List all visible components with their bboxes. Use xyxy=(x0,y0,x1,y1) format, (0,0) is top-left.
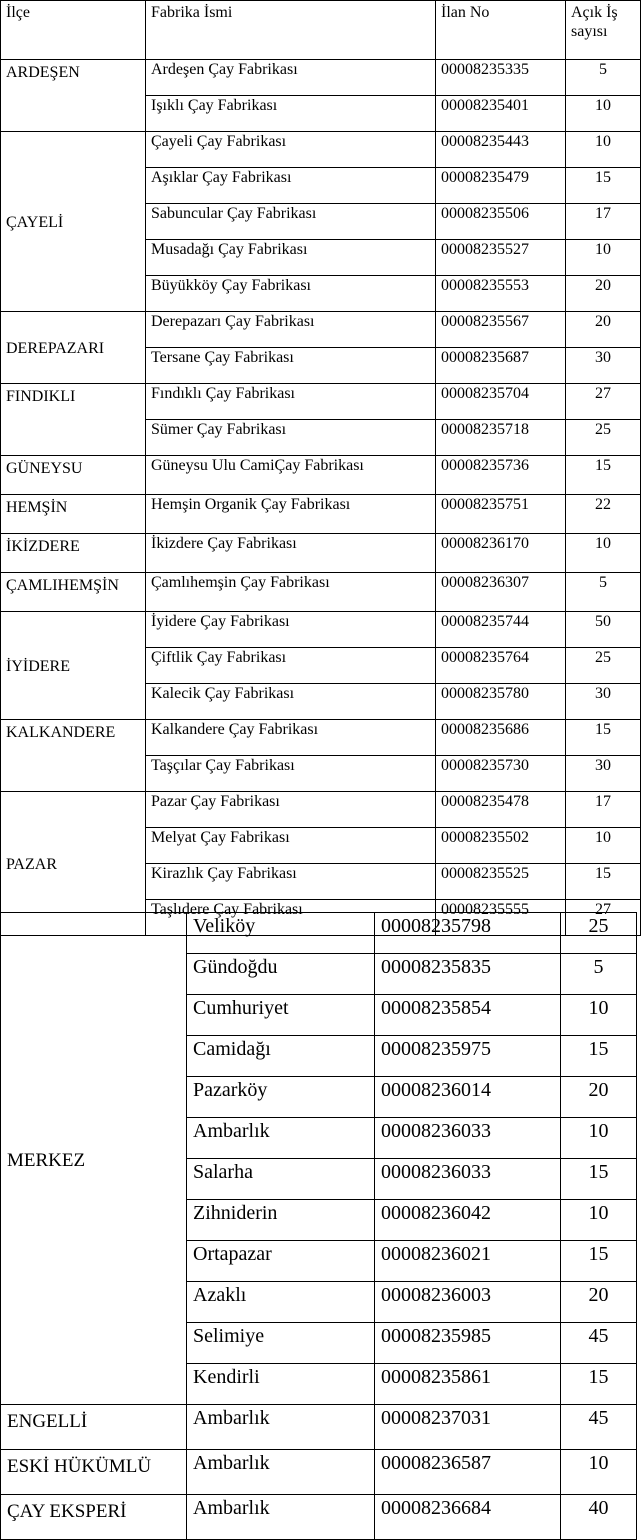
factory-name-cell: Ambarlık xyxy=(187,1118,375,1159)
factory-name-cell: Çiftlik Çay Fabrikası xyxy=(146,648,436,684)
table-row xyxy=(1,573,641,612)
factory-name-cell: Çamlıhemşin Çay Fabrikası xyxy=(146,573,436,612)
listing-number-cell: 00008235567 xyxy=(436,312,566,348)
open-jobs-cell: 15 xyxy=(561,1364,637,1405)
listing-number-cell: 00008235478 xyxy=(436,792,566,828)
factory-name-cell: Aşıklar Çay Fabrikası xyxy=(146,168,436,204)
factory-name-cell: Sabuncular Çay Fabrikası xyxy=(146,204,436,240)
open-jobs-cell: 15 xyxy=(566,456,641,495)
open-jobs-cell: 20 xyxy=(561,1077,637,1118)
district-cell: KALKANDERE xyxy=(1,720,146,792)
open-jobs-cell: 15 xyxy=(561,1159,637,1200)
factory-name-cell: Ambarlık xyxy=(187,1450,375,1495)
district-cell: ARDEŞEN xyxy=(1,60,146,132)
open-jobs-cell: 15 xyxy=(566,720,641,756)
listing-number-cell: 00008235744 xyxy=(436,612,566,648)
table-row xyxy=(1,913,637,954)
factory-name-cell: Pazarköy xyxy=(187,1077,375,1118)
open-jobs-cell: 27 xyxy=(566,900,641,936)
listing-number-cell: 00008235835 xyxy=(375,954,561,995)
factory-name-cell: İyidere Çay Fabrikası xyxy=(146,612,436,648)
table-row xyxy=(1,1405,637,1450)
listing-number-cell: 00008236003 xyxy=(375,1282,561,1323)
district-cell: HEMŞİN xyxy=(1,495,146,534)
open-jobs-cell: 15 xyxy=(561,1241,637,1282)
listing-number-cell: 00008235854 xyxy=(375,995,561,1036)
factory-name-cell: Derepazarı Çay Fabrikası xyxy=(146,312,436,348)
listing-number-cell: 00008235553 xyxy=(436,276,566,312)
listing-number-cell: 00008235686 xyxy=(436,720,566,756)
open-jobs-cell: 10 xyxy=(566,534,641,573)
table-row xyxy=(1,720,641,756)
open-jobs-cell: 30 xyxy=(566,348,641,384)
open-jobs-cell: 25 xyxy=(566,420,641,456)
listing-number-cell: 00008235525 xyxy=(436,864,566,900)
factory-name-cell: Tersane Çay Fabrikası xyxy=(146,348,436,384)
district-cell: İKİZDERE xyxy=(1,534,146,573)
header-ilan: İlan No xyxy=(436,1,566,60)
factory-name-cell: Hemşin Organik Çay Fabrikası xyxy=(146,495,436,534)
district-cell: ENGELLİ xyxy=(1,1405,187,1450)
factory-name-cell: Işıklı Çay Fabrikası xyxy=(146,96,436,132)
table-row xyxy=(1,1495,637,1540)
factory-name-cell: Fındıklı Çay Fabrikası xyxy=(146,384,436,420)
table-row xyxy=(1,456,641,495)
table-row xyxy=(1,612,641,648)
listing-number-cell: 00008235985 xyxy=(375,1323,561,1364)
district-cell: MERKEZ xyxy=(1,913,187,1405)
factory-name-cell: Sümer Çay Fabrikası xyxy=(146,420,436,456)
factory-name-cell: Pazar Çay Fabrikası xyxy=(146,792,436,828)
factory-name-cell: Ortapazar xyxy=(187,1241,375,1282)
open-jobs-cell: 40 xyxy=(561,1495,637,1540)
listing-number-cell: 00008235798 xyxy=(375,913,561,954)
factory-name-cell: Ambarlık xyxy=(187,1405,375,1450)
district-cell: ÇAY EKSPERİ xyxy=(1,1495,187,1540)
open-jobs-cell: 5 xyxy=(561,954,637,995)
factory-name-cell: Kalecik Çay Fabrikası xyxy=(146,684,436,720)
open-jobs-cell: 10 xyxy=(566,240,641,276)
open-jobs-cell: 5 xyxy=(566,573,641,612)
listing-number-cell: 00008235764 xyxy=(436,648,566,684)
listing-number-cell: 00008235506 xyxy=(436,204,566,240)
table-row xyxy=(1,792,641,828)
factory-name-cell: Zihniderin xyxy=(187,1200,375,1241)
table-row xyxy=(1,495,641,534)
factory-name-cell: Musadağı Çay Fabrikası xyxy=(146,240,436,276)
open-jobs-cell: 15 xyxy=(566,168,641,204)
listing-number-cell: 00008236033 xyxy=(375,1159,561,1200)
listing-number-cell: 00008235704 xyxy=(436,384,566,420)
open-jobs-cell: 10 xyxy=(561,995,637,1036)
factory-name-cell: Taşçılar Çay Fabrikası xyxy=(146,756,436,792)
listing-number-cell: 00008235502 xyxy=(436,828,566,864)
open-jobs-cell: 10 xyxy=(561,1200,637,1241)
open-jobs-cell: 17 xyxy=(566,792,641,828)
listing-number-cell: 00008235687 xyxy=(436,348,566,384)
header-ilce: İlçe xyxy=(1,1,146,60)
district-cell: İYİDERE xyxy=(1,612,146,720)
factory-name-cell: Kendirli xyxy=(187,1364,375,1405)
open-jobs-cell: 25 xyxy=(561,913,637,954)
open-jobs-cell: 10 xyxy=(561,1118,637,1159)
district-cell: ÇAMLIHEMŞİN xyxy=(1,573,146,612)
district-cell: DEREPAZARI xyxy=(1,312,146,384)
listing-number-cell: 00008235730 xyxy=(436,756,566,792)
open-jobs-cell: 30 xyxy=(566,756,641,792)
listing-number-cell: 00008235443 xyxy=(436,132,566,168)
listing-number-cell: 00008235780 xyxy=(436,684,566,720)
table-row xyxy=(1,312,641,348)
open-jobs-cell: 22 xyxy=(566,495,641,534)
open-jobs-cell: 20 xyxy=(566,312,641,348)
factory-name-cell: Azaklı xyxy=(187,1282,375,1323)
factory-name-cell: Gündoğdu xyxy=(187,954,375,995)
open-jobs-cell: 45 xyxy=(561,1405,637,1450)
table-row xyxy=(1,132,641,168)
district-cell: PAZAR xyxy=(1,792,146,936)
open-jobs-cell: 10 xyxy=(566,828,641,864)
open-jobs-cell: 20 xyxy=(566,276,641,312)
listing-number-cell: 00008235736 xyxy=(436,456,566,495)
open-jobs-cell: 15 xyxy=(561,1036,637,1077)
factory-name-cell: Ardeşen Çay Fabrikası xyxy=(146,60,436,96)
factory-name-cell: Ambarlık xyxy=(187,1495,375,1540)
factory-name-cell: Kalkandere Çay Fabrikası xyxy=(146,720,436,756)
header-acik: Açık İş sayısı xyxy=(566,1,641,60)
table-row xyxy=(1,384,641,420)
factory-name-cell: Cumhuriyet xyxy=(187,995,375,1036)
listing-number-cell: 00008236307 xyxy=(436,573,566,612)
open-jobs-cell: 5 xyxy=(566,60,641,96)
listing-number-cell: 00008236042 xyxy=(375,1200,561,1241)
listing-number-cell: 00008235555 xyxy=(436,900,566,936)
open-jobs-cell: 20 xyxy=(561,1282,637,1323)
factory-name-cell: İkizdere Çay Fabrikası xyxy=(146,534,436,573)
open-jobs-cell: 27 xyxy=(566,384,641,420)
open-jobs-cell: 17 xyxy=(566,204,641,240)
table-row xyxy=(1,534,641,573)
open-jobs-cell: 10 xyxy=(561,1450,637,1495)
listing-number-cell: 00008236014 xyxy=(375,1077,561,1118)
district-cell: ÇAYELİ xyxy=(1,132,146,312)
listing-number-cell: 00008235335 xyxy=(436,60,566,96)
district-cell: GÜNEYSU xyxy=(1,456,146,495)
open-jobs-cell: 30 xyxy=(566,684,641,720)
header-fabrika: Fabrika İsmi xyxy=(146,1,436,60)
factory-name-cell: Taşlıdere Çay Fabrikası xyxy=(146,900,436,936)
listing-number-cell: 00008237031 xyxy=(375,1405,561,1450)
merkez-jobs-table xyxy=(0,912,637,1540)
factory-name-cell: Güneysu Ulu CamiÇay Fabrikası xyxy=(146,456,436,495)
listing-number-cell: 00008235527 xyxy=(436,240,566,276)
district-cell: ESKİ HÜKÜMLÜ xyxy=(1,1450,187,1495)
listing-number-cell: 00008236033 xyxy=(375,1118,561,1159)
table-row xyxy=(1,60,641,96)
factory-name-cell: Camidağı xyxy=(187,1036,375,1077)
listing-number-cell: 00008235975 xyxy=(375,1036,561,1077)
listing-number-cell: 00008235718 xyxy=(436,420,566,456)
listing-number-cell: 00008236587 xyxy=(375,1450,561,1495)
factory-name-cell: Kirazlık Çay Fabrikası xyxy=(146,864,436,900)
table-row xyxy=(1,1450,637,1495)
open-jobs-cell: 50 xyxy=(566,612,641,648)
listing-number-cell: 00008236021 xyxy=(375,1241,561,1282)
listing-number-cell: 00008235861 xyxy=(375,1364,561,1405)
open-jobs-cell: 25 xyxy=(566,648,641,684)
listing-number-cell: 00008235401 xyxy=(436,96,566,132)
listing-number-cell: 00008235751 xyxy=(436,495,566,534)
factory-name-cell: Melyat Çay Fabrikası xyxy=(146,828,436,864)
listing-number-cell: 00008235479 xyxy=(436,168,566,204)
factory-name-cell: Çayeli Çay Fabrikası xyxy=(146,132,436,168)
factory-name-cell: Veliköy xyxy=(187,913,375,954)
open-jobs-cell: 15 xyxy=(566,864,641,900)
table-header-row xyxy=(1,1,641,60)
listing-number-cell: 00008236170 xyxy=(436,534,566,573)
open-jobs-cell: 45 xyxy=(561,1323,637,1364)
factory-name-cell: Salarha xyxy=(187,1159,375,1200)
open-jobs-cell: 10 xyxy=(566,96,641,132)
listing-number-cell: 00008236684 xyxy=(375,1495,561,1540)
open-jobs-cell: 10 xyxy=(566,132,641,168)
factory-name-cell: Büyükköy Çay Fabrikası xyxy=(146,276,436,312)
district-cell: FINDIKLI xyxy=(1,384,146,456)
factory-name-cell: Selimiye xyxy=(187,1323,375,1364)
